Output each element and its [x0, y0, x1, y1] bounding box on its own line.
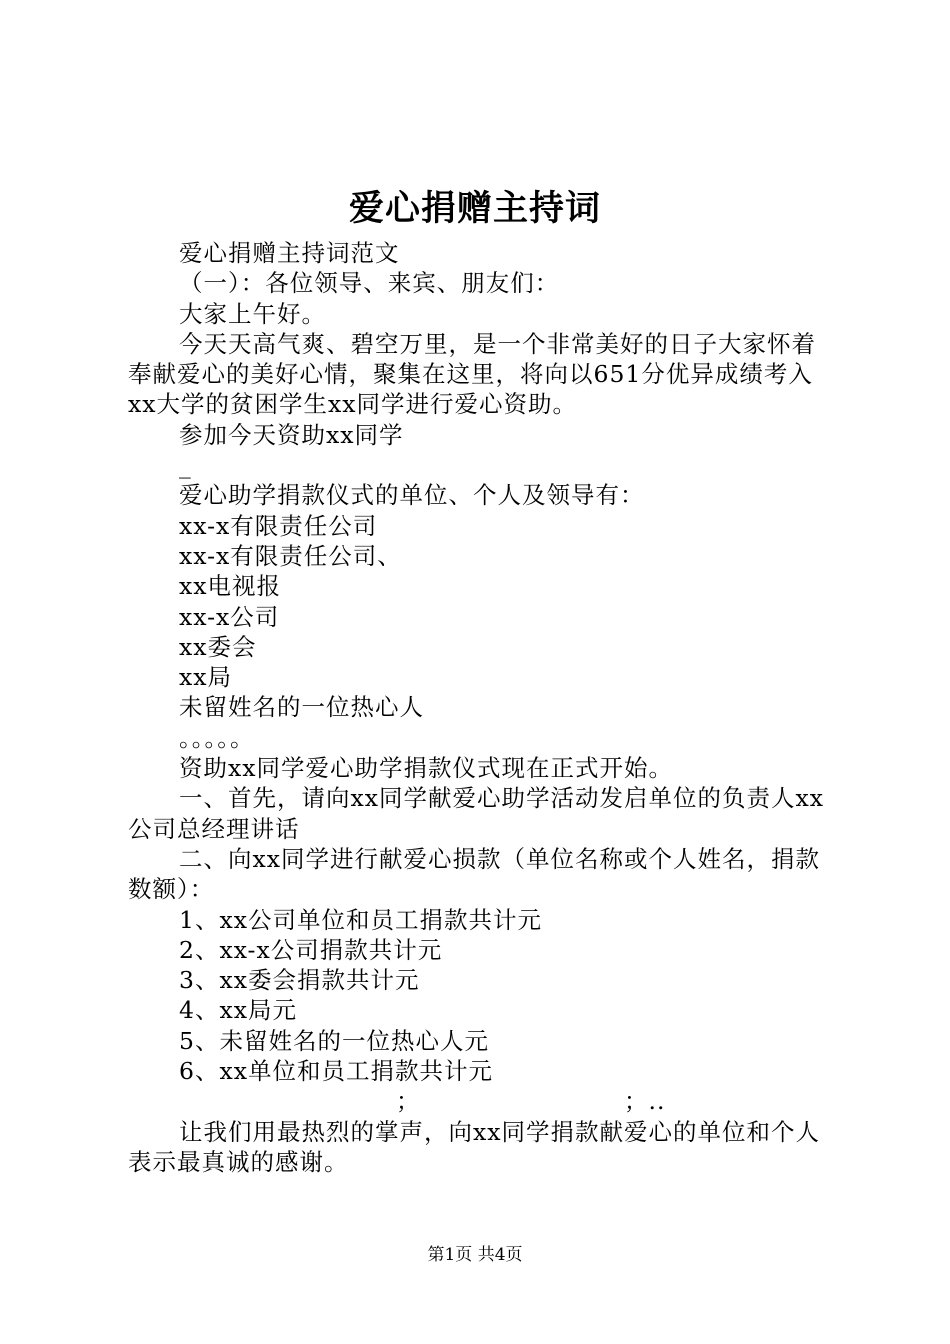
paragraph: 今天天高气爽、碧空万里，是一个非常美好的日子大家怀着奉献爱心的美好心情，聚集在这里，将向以651分优异成绩考入xx大学的贫困学生xx同学进行爱心资助。: [128, 329, 816, 419]
closing-paragraph: 让我们用最热烈的掌声，向xx同学捐款献爱心的单位和个人表示最真诚的感谢。: [128, 1117, 821, 1176]
semicolon-row: [128, 1086, 828, 1116]
paragraph: 二、向xx同学进行献爱心损款（单位名称或个人姓名，捐款数额）：: [128, 844, 821, 904]
paragraph: _: [179, 451, 192, 480]
donation-item: 2、xx-x公司捐款共计元: [179, 935, 443, 964]
paragraph: 爱心捐赠主持词范文: [179, 239, 400, 267]
donation-item: 4、xx局元: [179, 996, 297, 1025]
paragraph: 爱心助学捐款仪式的单位、个人及领导有：: [179, 481, 645, 510]
list-item: 未留姓名的一位热心人: [179, 693, 424, 722]
list-item: xx-x公司: [179, 602, 280, 631]
paragraph: 大家上午好。: [179, 299, 326, 328]
paragraph: 。。。。。: [179, 723, 255, 752]
semicolon-left: ；: [396, 1087, 421, 1116]
semicolon-right: ；..: [624, 1087, 666, 1116]
paragraph: 资助xx同学爱心助学捐款仪式现在正式开始。: [179, 754, 674, 783]
donation-item: 3、xx委会捐款共计元: [179, 966, 420, 995]
donation-item: 6、xx单位和员工捐款共计元: [179, 1057, 493, 1086]
paragraph: 一、首先，请向xx同学献爱心助学活动发启单位的负责人xx公司总经理讲话: [128, 784, 825, 843]
paragraph: （一）：各位领导、来宾、朋友们：: [179, 269, 560, 298]
document-body: [128, 238, 828, 1177]
list-item: xx-x有限责任公司、: [179, 541, 402, 570]
donation-item: 1、xx公司单位和员工捐款共计元: [179, 905, 542, 934]
list-item: xx委会: [179, 632, 257, 661]
paragraph: 参加今天资助xx同学: [179, 420, 404, 449]
list-item: xx-x有限责任公司: [179, 511, 378, 540]
donation-item: 5、未留姓名的一位热心人元: [179, 1026, 489, 1055]
list-item: xx局: [179, 663, 233, 692]
document-title: 爱心捐赠主持词: [348, 188, 601, 229]
list-item: xx电视报: [179, 572, 282, 601]
page-footer: 第1页 共4页: [427, 1245, 523, 1265]
